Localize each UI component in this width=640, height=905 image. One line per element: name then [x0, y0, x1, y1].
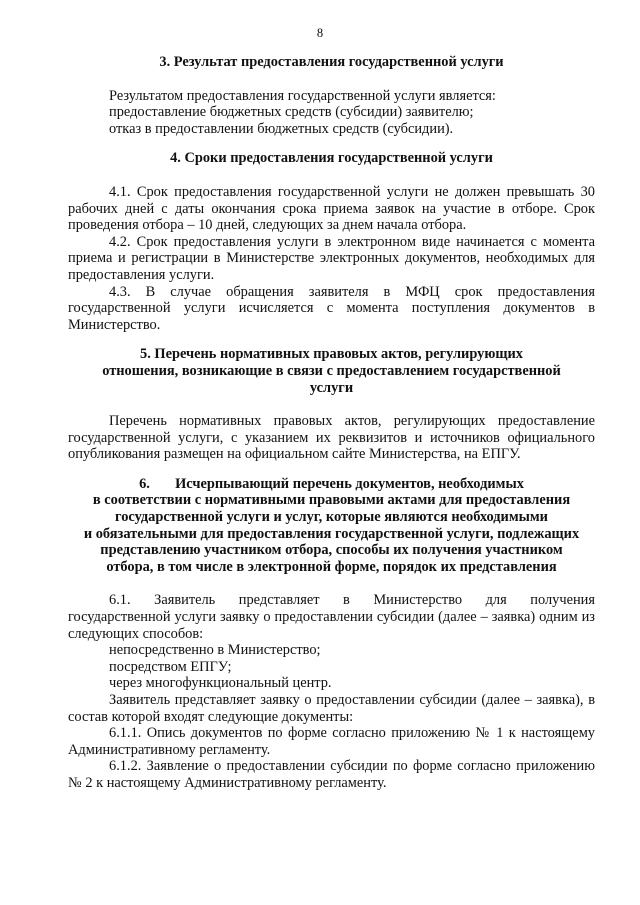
- submission-way-item: через многофункциональный центр.: [109, 675, 332, 692]
- section-5-paragraph-1: Перечень нормативных правовых актов, регулирующих предоставление государственной услуги, с указанием их реквизитов и источников официального опубликования размещен на официальном сайте Министерства, на ЕПГУ.: [68, 413, 595, 463]
- section-3-line: предоставление бюджетных средств (субсидии) заявителю;: [109, 104, 474, 121]
- page-number: 8: [316, 26, 324, 40]
- section-5-title: [68, 346, 595, 396]
- section-4-title: 4. Сроки предоставления государственной услуги: [170, 150, 493, 167]
- section-6-title-line: государственной услуги и услуг, которые являются необходимыми: [115, 509, 548, 526]
- section-6-paragraph-2: Заявитель представляет заявку о предоставлении субсидии (далее – заявка), в состав которой входят следующие документы:: [68, 692, 595, 725]
- section-6-title: [68, 476, 595, 576]
- section-6-paragraph-3: 6.1.1. Опись документов по форме согласно приложению № 1 к настоящему Административному регламенту.: [68, 725, 595, 758]
- section-6-title-line: 6. Исчерпывающий перечень документов, необходимых: [139, 475, 524, 492]
- section-4-paragraph-3: 4.3. В случае обращения заявителя в МФЦ срок предоставления государственной услуги исчисляется с момента поступления документов в Министерство.: [68, 283, 595, 333]
- section-3-line: Результатом предоставления государственной услуги является:: [109, 87, 496, 104]
- section-6-paragraph-4: 6.1.2. Заявление о предоставлении субсидии по форме согласно приложению № 2 к настоящему Административному регламенту.: [68, 758, 595, 791]
- section-5-title-line: 5. Перечень нормативных правовых актов, регулирующих: [140, 346, 523, 363]
- document-body: [68, 54, 595, 792]
- section-6-paragraph-1: государственной услуги заявку о предоставлении субсидии (далее – заявка) одним из следующих способов:: [68, 609, 595, 642]
- section-4-paragraph-2: 4.2. Срок предоставления услуги в электронном виде начинается с момента приема и регистрации в Министерстве электронных документов, необходимых для предоставления услуги.: [68, 233, 595, 283]
- submission-way-item: посредством ЕПГУ;: [109, 658, 232, 675]
- section-6-title-line: в соответствии с нормативными правовыми актами для предоставления: [92, 492, 571, 509]
- section-3-line: отказ в предоставлении бюджетных средств (субсидии).: [109, 120, 454, 137]
- section-4-paragraph-1: 4.1. Срок предоставления государственной услуги не должен превышать 30 рабочих дней с даты окончания срока приема заявок на участие в отборе. Срок проведения отбора – 10 дней, следующих за днем начала отбора.: [68, 183, 595, 234]
- section-6-paragraph-1-first-line: 6.1. Заявитель представляет в Министерство для получения: [109, 592, 595, 609]
- section-6-title-line: и обязательными для предоставления государственной услуги, подлежащих: [83, 525, 580, 542]
- section-5-title-line: отношения, возникающие в связи с предоставлением государственной: [102, 362, 561, 379]
- section-6-title-line: отбора, в том числе в электронной форме, порядок их представления: [106, 558, 557, 575]
- section-5-title-line: услуги: [309, 379, 354, 396]
- submission-way-item: непосредственно в Министерство;: [109, 642, 321, 659]
- section-6-title-line: представлению участником отбора, способы их получения участником: [100, 542, 563, 559]
- section-3-title: 3. Результат предоставления государственной услуги: [159, 54, 504, 70]
